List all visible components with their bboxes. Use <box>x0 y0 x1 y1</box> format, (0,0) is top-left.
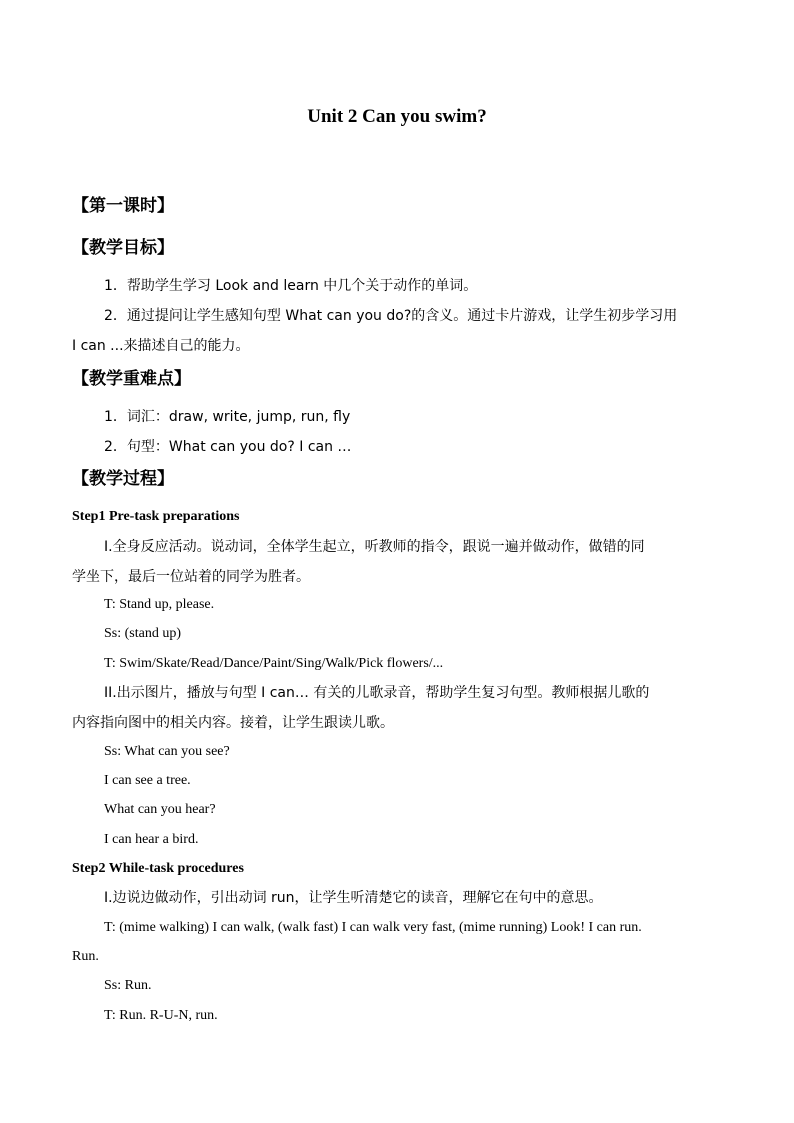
step2-dialogue-line: T: (mime walking) I can walk, (walk fast) I can walk very fast, (mime running) Look! I can run. <box>104 920 642 935</box>
step1-activity-1-line-2: 学坐下，最后一位站着的同学为胜者。 <box>72 569 310 585</box>
step1-dialogue-line: T: Stand up, please. <box>104 597 215 612</box>
step1-dialogue-line: T: Swim/Skate/Read/Dance/Paint/Sing/Walk/Pick flowers/... <box>104 656 444 671</box>
step1-heading: Step1 Pre-task preparations <box>72 509 240 524</box>
goal-2-line-2: I can ...来描述自己的能力。 <box>72 338 250 354</box>
step2-heading: Step2 While-task procedures <box>72 861 244 876</box>
section-goals-heading: 【教学目标】 <box>72 238 174 258</box>
step1-activity-1-line-1: I.全身反应活动。说动词，全体学生起立，听教师的指令，跟说一遍并做动作，做错的同 <box>104 539 645 555</box>
step2-dialogue-line-continued: Run. <box>72 949 99 964</box>
goal-2-line-1: 2．通过提问让学生感知句型 What can you do?的含义。通过卡片游戏，让学生初步学习用 <box>104 308 678 324</box>
step1-activity-2-line-1: II.出示图片，播放与句型 I can… 有关的儿歌录音，帮助学生复习句型。教师根据儿歌的 <box>104 685 650 701</box>
step2-dialogue-line: T: Run. R-U-N, run. <box>104 1008 218 1023</box>
section-key-points-heading: 【教学重难点】 <box>72 369 191 389</box>
step2-dialogue-line: Ss: Run. <box>104 978 152 993</box>
goal-1: 1．帮助学生学习 Look and learn 中几个关于动作的单词。 <box>104 278 478 294</box>
step1-activity-2-line-2: 内容指向图中的相关内容。接着，让学生跟读儿歌。 <box>72 715 394 731</box>
step1-chant-line: What can you hear? <box>104 802 216 817</box>
step2-activity-1: I.边说边做动作，引出动词 run，让学生听清楚它的读音，理解它在句中的意思。 <box>104 890 603 906</box>
key-point-sentence: 2．句型：What can you do? I can … <box>104 439 352 455</box>
step1-chant-line: Ss: What can you see? <box>104 744 230 759</box>
step1-chant-line: I can see a tree. <box>104 773 191 788</box>
key-point-vocabulary: 1．词汇：draw, write, jump, run, fly <box>104 409 351 425</box>
section-process-heading: 【教学过程】 <box>72 469 174 489</box>
step1-dialogue-line: Ss: (stand up) <box>104 626 181 641</box>
section-lesson-heading: 【第一课时】 <box>72 196 174 216</box>
step1-chant-line: I can hear a bird. <box>104 832 199 847</box>
document-title: Unit 2 Can you swim? <box>307 106 487 127</box>
